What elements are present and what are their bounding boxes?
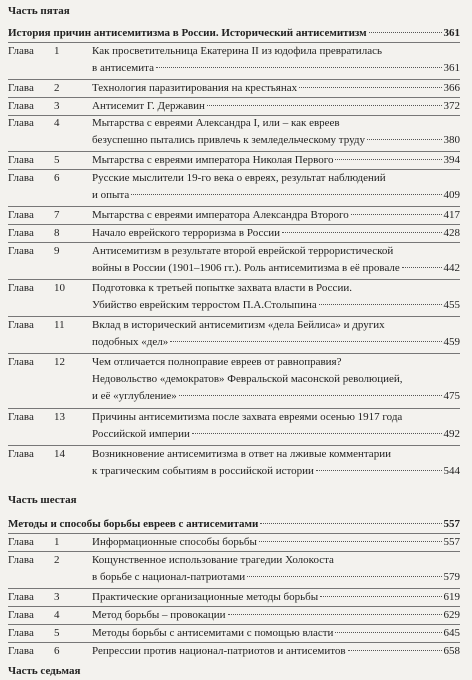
chapter-page: 629 — [443, 609, 460, 621]
chapter-title-line: Информационные способы борьбы — [92, 536, 257, 548]
leader-dots — [335, 632, 441, 633]
chapter-word: Глава — [8, 356, 34, 368]
divider — [8, 533, 460, 534]
divider — [8, 445, 460, 446]
chapter-word: Глава — [8, 627, 34, 639]
chapter-word: Глава — [8, 554, 34, 566]
toc-entry — [8, 45, 460, 79]
chapter-page: 492 — [443, 428, 460, 440]
chapter-title-line: Русские мыслители 19-го века о евреях, результат наблюдений — [92, 172, 386, 184]
chapter-title-line: Технология паразитирования на крестьянах — [92, 82, 298, 94]
chapter-page: 619 — [443, 591, 460, 603]
chapter-number: 2 — [54, 554, 60, 566]
chapter-number: 5 — [54, 627, 60, 639]
chapter-title-line: безуспешно пытались привлечь к земледельческому труду — [92, 134, 365, 146]
leader-dots — [156, 67, 442, 68]
chapter-title-line: Метод борьбы – провокации — [92, 609, 226, 621]
chapter-number: 5 — [54, 154, 60, 166]
chapter-page: 428 — [443, 227, 460, 239]
part6-section-page: 557 — [443, 518, 460, 530]
chapter-title-line: подобных «дел» — [92, 336, 169, 348]
leader-dots — [320, 596, 441, 597]
chapter-word: Глава — [8, 45, 34, 57]
chapter-title-line: и её «углубление» — [92, 390, 177, 402]
divider — [8, 588, 460, 589]
part5-section-title: История причин антисемитизма в России. Исторический антисемитизм — [8, 27, 367, 39]
chapter-number: 4 — [54, 117, 60, 129]
leader-dots — [228, 614, 442, 615]
chapter-word: Глава — [8, 591, 34, 603]
chapter-title-line: Методы борьбы с антисемитами с помощью власти — [92, 627, 334, 639]
leader-dots — [369, 32, 442, 33]
chapter-number: 6 — [54, 645, 60, 657]
chapter-title-line: войны в России (1901–1906 гг.). Роль антисемитизма в её провале — [92, 262, 400, 274]
toc-entry — [8, 319, 460, 353]
divider — [8, 42, 460, 43]
chapter-word: Глава — [8, 448, 34, 460]
leader-dots — [319, 304, 442, 305]
chapter-word: Глава — [8, 82, 34, 94]
leader-dots — [259, 541, 442, 542]
divider — [8, 242, 460, 243]
chapter-word: Глава — [8, 100, 34, 112]
toc-entry — [8, 356, 460, 408]
divider — [8, 279, 460, 280]
divider — [8, 408, 460, 409]
part5-section-title-row — [8, 27, 460, 39]
divider — [8, 97, 460, 98]
chapter-word: Глава — [8, 245, 34, 257]
leader-dots — [299, 87, 441, 88]
chapter-word: Глава — [8, 282, 34, 294]
divider — [8, 224, 460, 225]
divider — [8, 642, 460, 643]
divider — [8, 606, 460, 607]
chapter-word: Глава — [8, 319, 34, 331]
leader-dots — [179, 395, 442, 396]
chapter-title-line: Мытарства с евреями императора Александра Второго — [92, 209, 349, 221]
chapter-page: 579 — [443, 571, 460, 583]
chapter-title-line: Чем отличается полноправие евреев от равноправия? — [92, 356, 342, 368]
toc-entry — [8, 282, 460, 316]
leader-dots — [192, 433, 442, 434]
chapter-page: 645 — [443, 627, 460, 639]
divider — [8, 353, 460, 354]
part6-heading: Часть шестая — [8, 494, 77, 506]
part6-section-title: Методы и способы борьбы евреев с антисемитами — [8, 518, 259, 530]
chapter-page: 361 — [443, 62, 460, 74]
chapter-word: Глава — [8, 536, 34, 548]
chapter-page: 409 — [443, 189, 460, 201]
chapter-title-line: и опыта — [92, 189, 130, 201]
chapter-page: 394 — [443, 154, 460, 166]
toc-entry — [8, 117, 460, 151]
divider — [8, 316, 460, 317]
chapter-title-line: Вклад в исторический антисемитизм «дела Бейлиса» и других — [92, 319, 385, 331]
toc-entry — [8, 411, 460, 445]
toc-entry — [8, 245, 460, 279]
chapter-number: 4 — [54, 609, 60, 621]
chapter-title-line: Недовольство «демократов» Февральской масонской революцией, — [92, 373, 403, 385]
chapter-title-line: Репрессии против национал-патриотов и антисемитов — [92, 645, 346, 657]
chapter-number: 12 — [54, 356, 65, 368]
part7-heading: Часть седьмая — [8, 665, 81, 677]
leader-dots — [402, 267, 442, 268]
leader-dots — [367, 139, 442, 140]
chapter-number: 6 — [54, 172, 60, 184]
chapter-number: 10 — [54, 282, 65, 294]
divider — [8, 551, 460, 552]
chapter-number: 14 — [54, 448, 65, 460]
chapter-page: 417 — [443, 209, 460, 221]
leader-dots — [348, 650, 442, 651]
chapter-title-line: Начало еврейского терроризма в России — [92, 227, 281, 239]
part5-section-page: 361 — [443, 27, 460, 39]
toc-entry — [8, 554, 460, 588]
chapter-title-line: Причины антисемитизма после захвата евреями осенью 1917 года — [92, 411, 403, 423]
chapter-number: 1 — [54, 45, 60, 57]
chapter-title-line: в антисемита — [92, 62, 154, 74]
chapter-number: 7 — [54, 209, 60, 221]
chapter-page: 366 — [443, 82, 460, 94]
chapter-page: 372 — [443, 100, 460, 112]
chapter-word: Глава — [8, 411, 34, 423]
chapter-title-line: Антисемитизм в результате второй еврейской террористической — [92, 245, 394, 257]
chapter-page: 442 — [443, 262, 460, 274]
chapter-word: Глава — [8, 227, 34, 239]
chapter-number: 9 — [54, 245, 60, 257]
divider — [8, 206, 460, 207]
divider — [8, 624, 460, 625]
chapter-title-line: Мытарства с евреями императора Николая Первого — [92, 154, 334, 166]
leader-dots — [335, 159, 441, 160]
chapter-page: 459 — [443, 336, 460, 348]
chapter-word: Глава — [8, 209, 34, 221]
chapter-page: 544 — [443, 465, 460, 477]
chapter-page: 557 — [443, 536, 460, 548]
chapter-page: 475 — [443, 390, 460, 402]
leader-dots — [260, 523, 441, 524]
chapter-page: 455 — [443, 299, 460, 311]
chapter-word: Глава — [8, 172, 34, 184]
leader-dots — [247, 576, 441, 577]
chapter-number: 2 — [54, 82, 60, 94]
chapter-word: Глава — [8, 645, 34, 657]
chapter-page: 658 — [443, 645, 460, 657]
divider — [8, 115, 460, 116]
leader-dots — [351, 214, 442, 215]
chapter-number: 1 — [54, 536, 60, 548]
part6-section-title-row — [8, 518, 460, 530]
leader-dots — [207, 105, 442, 106]
leader-dots — [170, 341, 441, 342]
chapter-title-line: Убийство еврейским терростом П.А.Столыпина — [92, 299, 317, 311]
chapter-number: 3 — [54, 591, 60, 603]
leader-dots — [282, 232, 441, 233]
leader-dots — [316, 470, 442, 471]
part5-heading: Часть пятая — [8, 5, 70, 17]
chapter-title-line: Кощунственное использование трагедии Холокоста — [92, 554, 334, 566]
chapter-number: 13 — [54, 411, 65, 423]
chapter-title-line: Российской империи — [92, 428, 190, 440]
chapter-word: Глава — [8, 117, 34, 129]
chapter-title-line: Возникновение антисемитизма в ответ на лживые комментарии — [92, 448, 391, 460]
chapter-title-line: Как просветительница Екатерина II из юдофила превратилась — [92, 45, 382, 57]
chapter-number: 8 — [54, 227, 60, 239]
chapter-number: 3 — [54, 100, 60, 112]
chapter-title-line: в борьбе с национал-патриотами — [92, 571, 246, 583]
chapter-title-line: Мытарства с евреями Александра I, или – как евреев — [92, 117, 340, 129]
toc-entry — [8, 448, 460, 482]
chapter-title-line: к трагическим событиям в российской истории — [92, 465, 314, 477]
divider — [8, 151, 460, 152]
divider — [8, 79, 460, 80]
chapter-page: 380 — [443, 134, 460, 146]
chapter-title-line: Практические организационные методы борьбы — [92, 591, 319, 603]
chapter-title-line: Антисемит Г. Державин — [92, 100, 205, 112]
chapter-word: Глава — [8, 154, 34, 166]
leader-dots — [131, 194, 441, 195]
toc-entry — [8, 172, 460, 206]
chapter-word: Глава — [8, 609, 34, 621]
chapter-number: 11 — [54, 319, 65, 331]
divider — [8, 169, 460, 170]
chapter-title-line: Подготовка к третьей попытке захвата власти в России. — [92, 282, 352, 294]
